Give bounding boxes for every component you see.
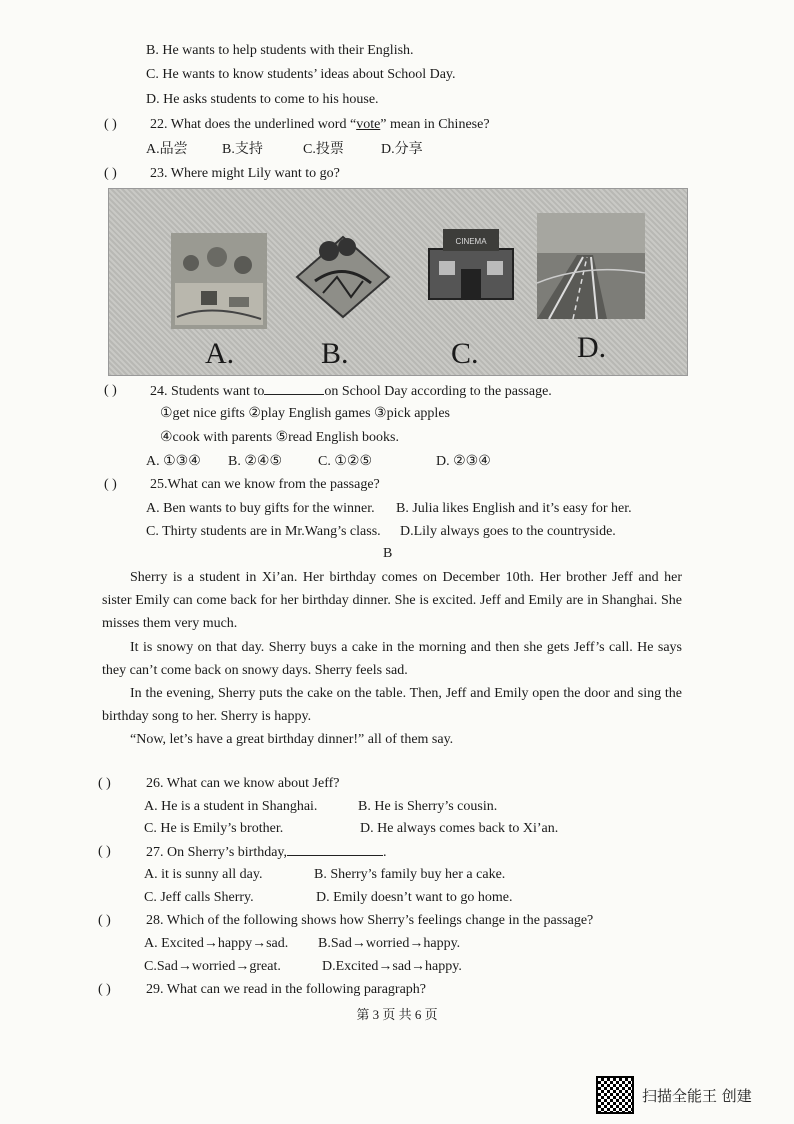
passage-paragraph-3: In the evening, Sherry puts the cake on the table. Then, Jeff and Emily open the door and sing the birthday song to her. Sherry is happy.: [102, 686, 682, 724]
q26-option-d: D. He always comes back to Xi’an.: [360, 821, 559, 836]
q22-stem-post: ” mean in Chinese?: [380, 117, 490, 132]
scanner-text: 扫描全能王 创建: [642, 1086, 752, 1105]
cinema-image: [421, 223, 521, 303]
q27-bracket: ( ): [98, 844, 111, 859]
q26-stem: 26. What can we know about Jeff?: [146, 776, 340, 791]
q23-picture-strip: [108, 188, 688, 376]
q23-stem: 23. Where might Lily want to go?: [150, 166, 340, 181]
q27-stem: [146, 843, 387, 862]
q28-option-b: B.Sad→worried→happy.: [318, 936, 461, 951]
q24-items-line2: ④cook with parents ⑤read English books.: [160, 430, 399, 445]
q24-option-d: D. ②③④: [436, 454, 491, 469]
q23-bracket: ( ): [104, 166, 117, 181]
q28-stem: 28. Which of the following shows how Sherry’s feelings change in the passage?: [146, 913, 594, 928]
q28-option-d: D.Excited→sad→happy.: [322, 959, 462, 974]
q28-bracket: ( ): [98, 913, 111, 928]
q24-option-b: B. ②④⑤: [228, 454, 282, 469]
countryside-image: [171, 233, 267, 329]
q27-option-a: A. it is sunny all day.: [144, 867, 263, 882]
amusement-park-image: [293, 231, 393, 321]
q28-option-c: C.Sad→worried→great.: [144, 959, 281, 974]
q28-option-a: A. Excited→happy→sad.: [144, 936, 289, 951]
q22-option-c: C.投票: [303, 142, 344, 157]
q24-option-c: C. ①②⑤: [318, 454, 372, 469]
q24-stem-pre: 24. Students want to: [150, 384, 265, 399]
q24-option-a: A. ①③④: [146, 454, 201, 469]
q21-option-d: D. He asks students to come to his house.: [146, 92, 379, 107]
scanner-watermark: [596, 1076, 752, 1114]
q25-bracket: ( ): [104, 477, 117, 492]
q27-option-b: B. Sherry’s family buy her a cake.: [314, 867, 506, 882]
picture-label-b: B.: [321, 337, 349, 370]
q26-option-a: A. He is a student in Shanghai.: [144, 799, 318, 814]
q22-option-a: A.品尝: [146, 142, 188, 157]
q22-bracket: ( ): [104, 117, 117, 132]
passage-paragraph-4: “Now, let’s have a great birthday dinner!” all of them say.: [130, 732, 454, 747]
q22-stem-pre: 22. What does the underlined word “: [150, 117, 357, 132]
passage-paragraph-2: It is snowy on that day. Sherry buys a cake in the morning and then she gets Jeff’s call. He says they can’t come back on snowy days. Sherry feels sad.: [102, 640, 682, 678]
q24-blank: [264, 382, 324, 395]
q22-option-b: B.支持: [222, 142, 263, 157]
q25-option-a: A. Ben wants to buy gifts for the winner.: [146, 501, 375, 516]
qr-code-icon: [596, 1076, 634, 1114]
q25-option-d: D.Lily always goes to the countryside.: [400, 524, 616, 539]
q25-option-c: C. Thirty students are in Mr.Wang’s class.: [146, 524, 381, 539]
q26-option-c: C. He is Emily’s brother.: [144, 821, 284, 836]
q26-option-b: B. He is Sherry’s cousin.: [358, 799, 498, 814]
picture-label-a: A.: [205, 337, 235, 370]
q29-stem: 29. What can we read in the following paragraph?: [146, 982, 427, 997]
q27-option-d: D. Emily doesn’t want to go home.: [316, 890, 513, 905]
q29-bracket: ( ): [98, 982, 111, 997]
q26-bracket: ( ): [98, 776, 111, 791]
q21-option-b: B. He wants to help students with their English.: [146, 43, 414, 58]
q27-stem-end: .: [383, 845, 387, 860]
q25-stem: 25.What can we know from the passage?: [150, 477, 380, 492]
q22-option-d: D.分享: [381, 142, 423, 157]
q21-option-c: C. He wants to know students’ ideas about School Day.: [146, 67, 456, 82]
q27-blank: [287, 843, 383, 856]
section-b-heading: B: [383, 546, 393, 561]
q24-stem-post: on School Day according to the passage.: [324, 384, 552, 399]
cinema-sign: CINEMA: [455, 237, 487, 246]
q27-stem-text: 27. On Sherry’s birthday,: [146, 845, 288, 860]
passage-paragraph-1: Sherry is a student in Xi’an. Her birthday comes on December 10th. Her brother Jeff and her sister Emily can come back for her birthday dinner. She is excited. Jeff and Emily are in Shanghai. She misses them very much.: [102, 570, 682, 631]
q25-option-b: B. Julia likes English and it’s easy for her.: [396, 501, 632, 516]
picture-label-d: D.: [577, 331, 607, 364]
q24-items-line1: ①get nice gifts ②play English games ③pick apples: [160, 406, 450, 421]
q24-stem: [150, 382, 552, 401]
q22-stem: [150, 116, 490, 134]
picture-label-c: C.: [451, 337, 479, 370]
q24-bracket: ( ): [104, 383, 117, 398]
q27-option-c: C. Jeff calls Sherry.: [144, 890, 254, 905]
q22-underlined-word: vote: [356, 117, 381, 132]
page-footer: 第 3 页 共 6 页: [356, 1007, 438, 1022]
highway-image: [537, 213, 645, 319]
